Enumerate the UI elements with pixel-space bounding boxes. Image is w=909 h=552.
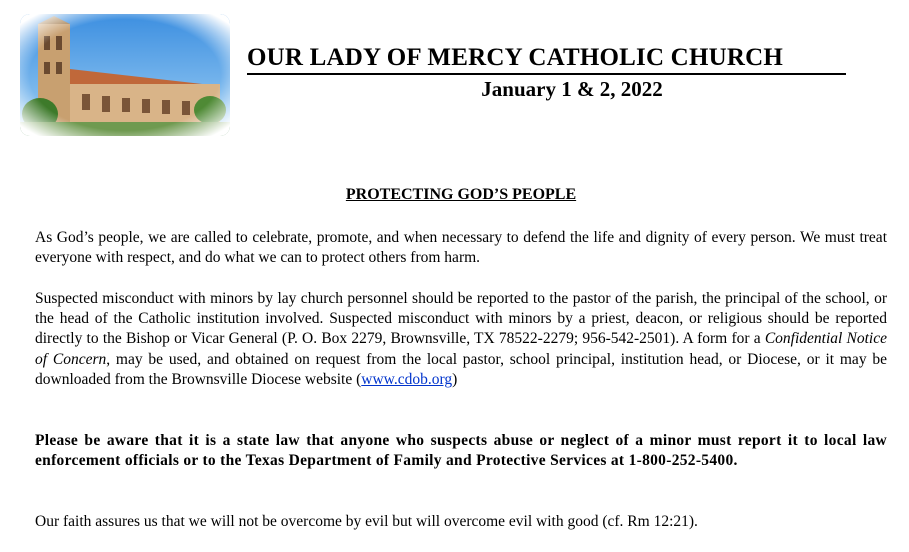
paragraph-state-law: Please be aware that it is a state law that anyone who suspects abuse or neglect of a minor must report it to local law enforcement officials or to the Texas Department of Family and Protective Services at 1-800-252-5400. [35, 432, 887, 470]
paragraph-reporting-end: ) [452, 370, 458, 388]
header-divider [247, 73, 846, 75]
paragraph-reporting-text: Suspected misconduct with minors by lay church personnel should be reported to the pastor of the parish, the principal of the school, or the head of the Catholic institution involved. Suspected misconduct with minors by a priest, deacon, or religious should be reported directly to the Bishop or Vicar General (P. O. Box 2279, Brownsville, TX 78522-2279; 956-542-2501). A form for a [35, 290, 887, 348]
paragraph-reporting [35, 289, 887, 390]
paragraph-intro: As God’s people, we are called to celebrate, promote, and when necessary to defend the life and dignity of every person. We must treat everyone with respect, and do what we can to protect others from harm. [35, 229, 887, 267]
paragraph-faith: Our faith assures us that we will not be overcome by evil but will overcome evil with good (cf. Rm 12:21). [35, 513, 698, 530]
confidential-notice-text: Confidential Notice of Concern [35, 330, 887, 368]
bulletin-date: January 1 & 2, 2022 [481, 77, 663, 101]
church-photo [20, 14, 230, 136]
church-name: OUR LADY OF MERCY CATHOLIC CHURCH [247, 44, 783, 71]
diocese-website-link[interactable]: www.cdob.org [361, 370, 453, 388]
paragraph-reporting-text-cont: , may be used, and obtained on request from the local pastor, school principal, institution head, or Diocese, or it may be downloaded from the Brownsville Diocese website ( [35, 350, 888, 388]
article-title: PROTECTING GOD’S PEOPLE [345, 186, 577, 203]
